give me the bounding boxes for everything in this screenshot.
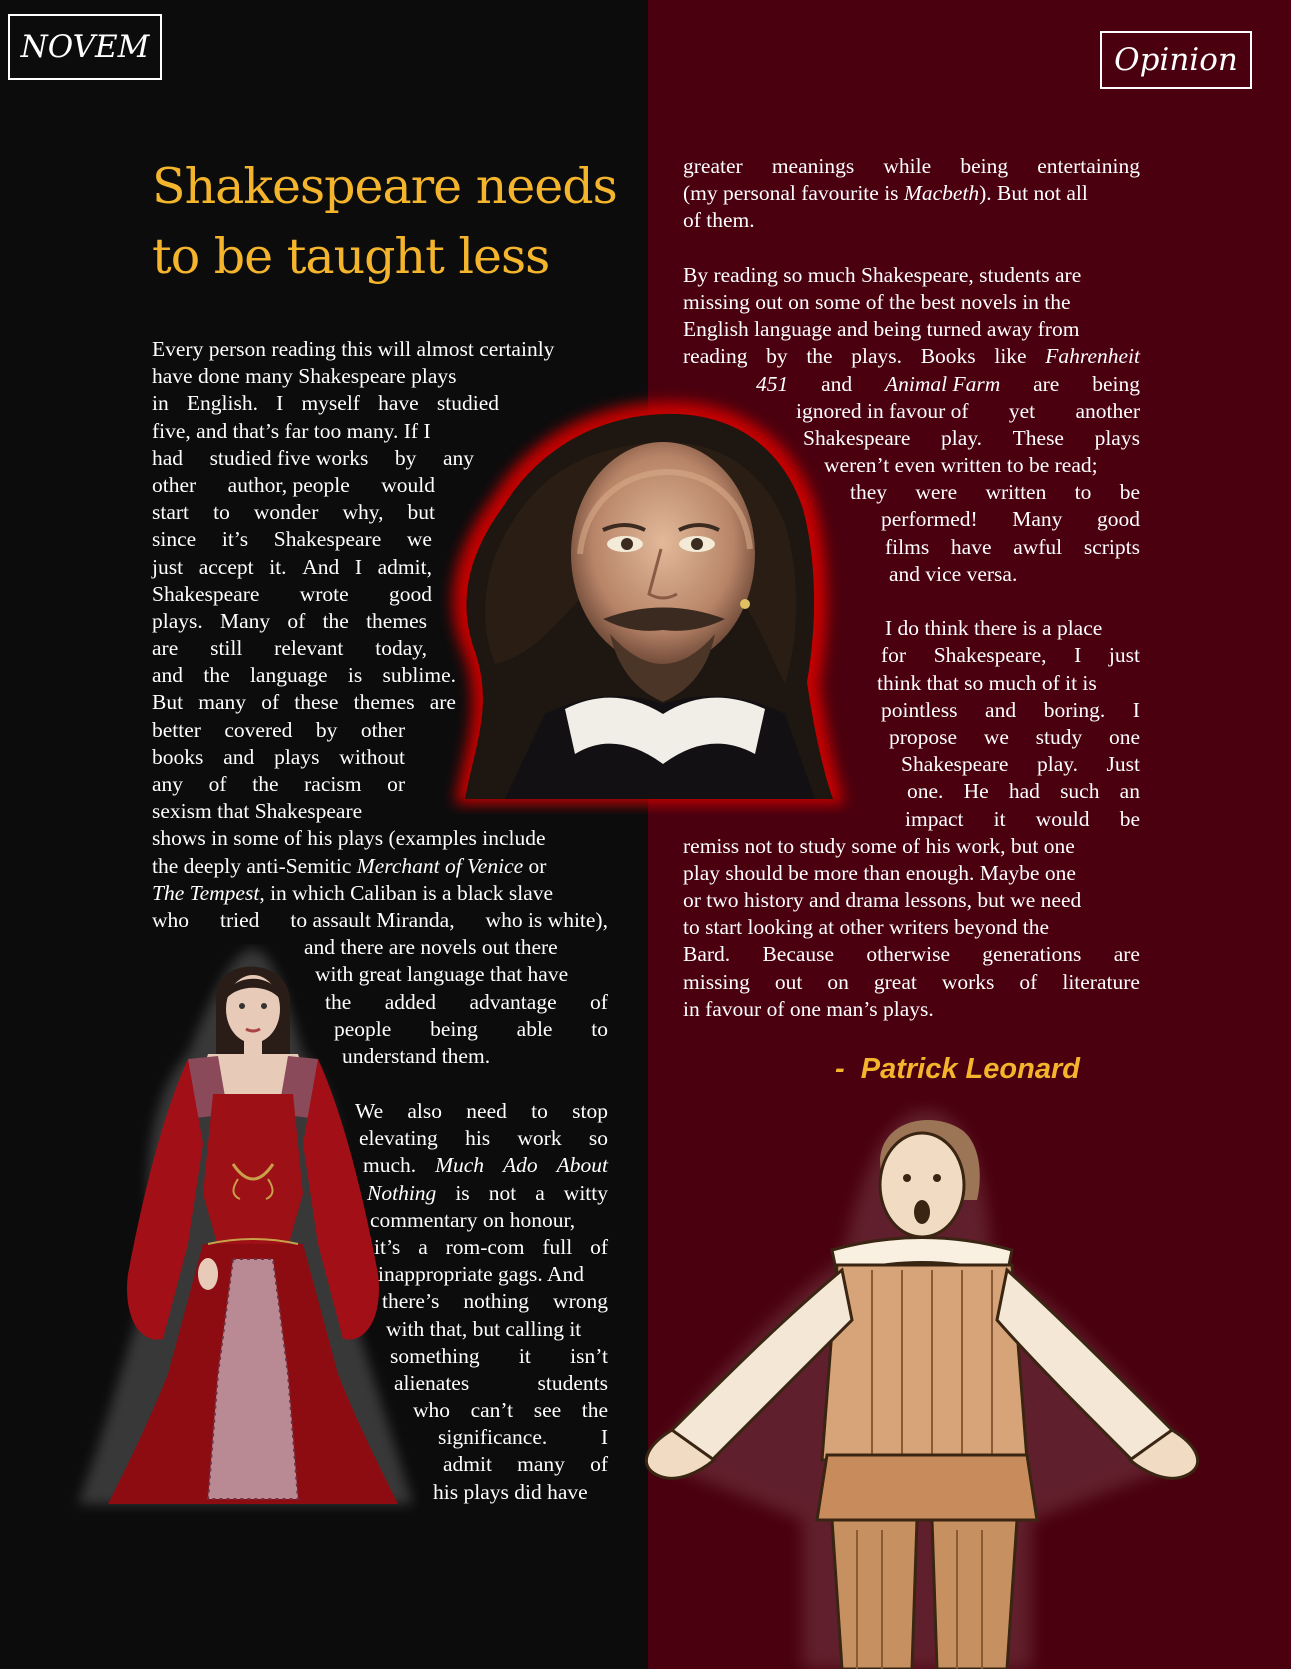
right-column-text: greater meanings while being entertaining (my personal favourite is Macbeth). But not all of them. By reading so much Shakespeare, students are missing out on some of the best novels in the English language and being turned away from reading by the plays. Books like Fahrenheit 451 and Animal Farm are being ignored in favour of yet another Shakespeare play. These plays weren’t even written to be read; they were written to be performed! Many good films have awful scripts and vice versa. I do think there is a place for Shakespeare, I just think that so much of it is pointless and boring. I propose we study one Shakespeare play. Just one. He had such an impact it would be remiss not to study some of his work, but one play should be more than enough. Maybe one or two history and drama lessons, but we need to start looking at other writers beyond the Bard. Because otherwise generations are missing out on great works of literature in favour of one man’s plays. xyxy=(683,154,1140,1021)
shakespearean-actor xyxy=(632,1100,1207,1669)
title-line-2: to be taught less xyxy=(152,228,550,285)
left-column-text-continued: We also need to stop elevating his work so much. Much Ado About Nothing is not a witty commentary on honour, it’s a rom-com full of inappropriate gags. And there’s nothing wrong with that, but calling it something it isn’t alienates students who can’t see the significance. I admit many of his plays did have xyxy=(355,1099,608,1504)
author-byline: - Patrick Leonard xyxy=(835,1053,1080,1085)
section-tag: Opinion xyxy=(1100,31,1252,89)
title-line-1: Shakespeare needs xyxy=(152,158,617,215)
article-title xyxy=(152,152,632,292)
publication-tag: NOVEM xyxy=(8,14,162,80)
left-column-text: Every person reading this will almost certainly have done many Shakespeare plays in English. I myself have studied five, and that’s far too many. If I had studied five works by any other author, people would start to wonder why, but since it’s Shakespeare we just accept it. And I admit, Shakespeare wrote good plays. Many of the themes are still relevant today, and the language is sublime. But many of these themes are better covered by other books and plays without any of the racism or sexism that Shakespeare shows in some of his plays (examples include the deeply anti-Semitic Merchant of Venice or The Tempest, in which Caliban is a black slave who tried to assault Miranda, who is white), and there are novels out there with great language that have the added advantage of people being able to understand them. xyxy=(152,337,608,1068)
